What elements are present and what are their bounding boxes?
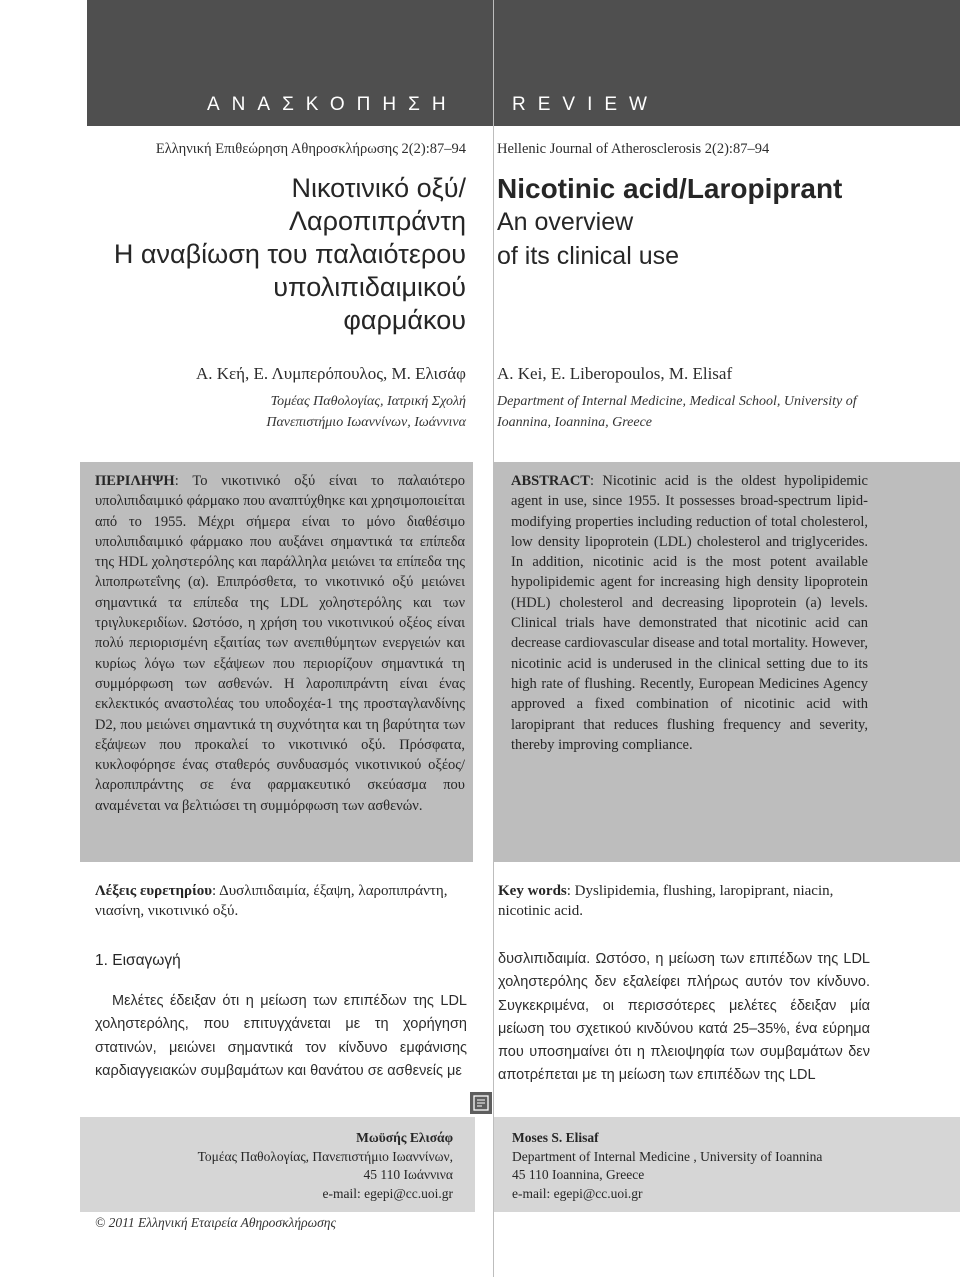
section-heading-introduction: 1. Εισαγωγή (95, 952, 181, 969)
authors-english: A. Kei, E. Liberopoulos, M. Elisaf (497, 364, 733, 383)
affiliation-english (497, 391, 917, 433)
article-title-english (497, 172, 937, 273)
abstract-box-greek (80, 462, 473, 862)
correspondent-name: Moses S. Elisaf (512, 1130, 599, 1145)
keywords-text: Δυσλιπιδαιμία, έξαψη, λαροπιπράντη, νιασίνη, νικοτινικό οξύ. (95, 883, 448, 919)
intro-text-right (498, 948, 870, 1088)
correspondence-email: e-mail: egepi@cc.uoi.gr (322, 1185, 453, 1201)
correspondence-box-greek (80, 1117, 475, 1212)
correspondence-line: Τομέας Παθολογίας, Πανεπιστήμιο Ιωαννίνων, (197, 1148, 453, 1164)
title-line: Νικοτινικό οξύ/ (291, 173, 466, 203)
correspondence-line: 45 110 Ioannina, Greece (512, 1167, 645, 1182)
title-sub-line: of its clinical use (497, 242, 680, 270)
keywords-label: Key words (498, 883, 567, 899)
correspondence-line: 45 110 Ιωάννινα (363, 1167, 453, 1182)
title-line: υπολιπιδαιμικού (273, 272, 466, 302)
title-sub-line: An overview (497, 208, 634, 236)
keywords-greek: Λέξεις ευρετηρίου: Δυσλιπιδαιμία, έξαψη, λαροπιπράντη, νιασίνη, νικοτινικό οξύ. (95, 883, 448, 919)
affiliation-line: Ioannina, Ioannina, Greece (497, 415, 652, 430)
abstract-label: ABSTRACT (511, 473, 590, 489)
section-label-english: REVIEW (512, 94, 659, 115)
authors-greek: Α. Κεή, Ε. Λυμπερόπουλος, Μ. Ελισάφ (195, 364, 466, 383)
keywords-text: Dyslipidemia, flushing, laropiprant, niacin, nicotinic acid. (498, 883, 834, 919)
article-title-greek (76, 172, 466, 337)
section-label-greek: ΑΝΑΣΚΟΠΗΣΗ (207, 94, 458, 115)
title-line: Η αναβίωση του παλαιότερου (113, 239, 466, 269)
title-line: Λαροπιπράντη (288, 206, 466, 236)
title-line: φαρμάκου (343, 305, 466, 335)
correspondence-greek (93, 1129, 453, 1203)
affiliation-line: Τομέας Παθολογίας, Ιατρική Σχολή (270, 394, 466, 409)
copyright-notice: © 2011 Ελληνική Εταιρεία Αθηροσκλήρωσης (95, 1215, 336, 1230)
abstract-label: ΠΕΡΙΛΗΨΗ (95, 473, 175, 489)
title-main: Nicotinic acid/Laropiprant (497, 173, 843, 204)
abstract-box-english (494, 462, 960, 862)
journal-citation-english: Hellenic Journal of Atherosclerosis 2(2):87–94 (497, 141, 770, 157)
header-band-left (87, 0, 493, 126)
correspondence-line: Department of Internal Medicine , University of Ioannina (512, 1148, 823, 1164)
affiliation-line: Department of Internal Medicine, Medical School, University of (497, 394, 857, 409)
correspondence-english (512, 1129, 932, 1203)
abstract-english: ABSTRACT: Nicotinic acid is the oldest hypolipidemic agent in use, since 1955. It possesses broad-spectrum lipid-modifying properties including reduction of total cholesterol, low density lipoprotein (LDL) cholesterol and triglycerides. In addition, nicotinic acid is the most potent available hypolipidemic agent for increasing high density lipoprotein (HDL) cholesterol and decreasing lipoprotein (a) levels. Clinical trials have demonstrated that nicotinic acid can decrease cardiovascular disease and total mortality. However, nicotinic acid is underused in the clinical setting due to its high rate of flushing. Recently, European Medicines Agency approved a fixed combination of nicotinic acid with laropiprant that reduces flushing frequency and severity, thereby improving compliance. (511, 473, 868, 753)
intro-text-left (95, 990, 467, 1083)
journal-citation-greek: Ελληνική Επιθεώρηση Αθηροσκλήρωσης 2(2):87–94 (155, 141, 466, 157)
abstract-greek: ΠΕΡΙΛΗΨΗ: Το νικοτινικό οξύ είναι το παλαιότερο υπολιπιδαιμικό φάρμακο που αναπτύχθηκε και χρησιμοποιείται από το 1955. Μέχρι σήμερα είναι το μόνο διαθέσιμο υπολιπιδαιμικό φάρμακο που αυξάνει σημαντικά τα επίπεδα της HDL χοληστερόλης και παράλληλα μειώνει τα επίπεδα της λιποπρωτεΐνης (α). Επιπρόσθετα, το νικοτινικό οξύ μειώνει σημαντικά τα επίπεδα της LDL χοληστερόλης και των τριγλυκεριδίων. Ωστόσο, η χρήση του νικοτινικού οξέος είναι πολύ περιορισμένη εξαιτίας των ανεπιθύμητων ενεργειών και κυρίως λόγω των εξάψεων που περιορίζουν σημαντικά τη συμμόρφωση των ασθενών. Η λαροπιπράντη είναι ένας εκλεκτικός αναστολέας του υποδοχέα-1 της προσταγλανδίνης D2, που μειώνει σημαντικά τη συχνότητα και τη βαρύτητα των εξάψεων που προκαλεί το νικοτινικό οξύ. Πρόσφατα, κυκλοφόρησε ένας σταθερός συνδυασμός νικοτινικού οξέος/λαροπιπράντης σε ένα φαρμακευτικό σκεύασμα που αναμένεται να βελτιώσει τη συμμόρφωση των ασθενών. (95, 473, 465, 814)
correspondence-box-english (494, 1117, 960, 1212)
affiliation-line: Πανεπιστήμιο Ιωαννίνων, Ιωάννινα (266, 415, 466, 430)
abstract-body: Nicotinic acid is the oldest hypolipidemic agent in use, since 1955. It possesses broad-spectrum lipid-modifying properties including reduction of total cholesterol, low density lipoprotein (LDL) cholesterol and triglycerides. In addition, nicotinic acid is the most potent available hypolipidemic agent for increasing high density lipoprotein (HDL) cholesterol and decreasing lipoprotein (a) levels. Clinical trials have demonstrated that nicotinic acid can decrease cardiovascular disease and total mortality. However, nicotinic acid is underused in the clinical setting due to its high rate of flushing. Recently, European Medicines Agency approved a fixed combination of nicotinic acid with laropiprant that reduces flushing frequency and severity, thereby improving compliance. (511, 473, 868, 753)
keywords-label: Λέξεις ευρετηρίου (95, 883, 213, 899)
correspondent-name: Μωϋσής Ελισάφ (356, 1130, 453, 1145)
correspondence-email: e-mail: egepi@cc.uoi.gr (512, 1185, 643, 1201)
affiliation-greek (66, 391, 466, 433)
body-paragraph: Μελέτες έδειξαν ότι η μείωση των επιπέδων της LDL χοληστερόλης, που επιτυγχάνεται με τη χορήγηση στατινών, μειώνει σημαντικά τον κίνδυνο εμφάνισης καρδιαγγειακών συμβαμάτων και θανάτου σε ασθενείς με (95, 993, 467, 1079)
body-paragraph: δυσλιπιδαιμία. Ωστόσο, η μείωση των επιπέδων της LDL χοληστερόλης δεν εξαλείφει πλήρως αυτόν τον κίνδυνο. Συγκεκριμένα, οι περισσότερες μελέτες έδειξαν μία μείωση του σχετικού κινδύνου κατά 25–35%, ένα εύρημα που υποσημαίνει ότι η πλειοψηφία των συμβαμάτων δεν αποτρέπεται με τη μείωση των επιπέδων της LDL (498, 951, 870, 1084)
keywords-english: Key words: Dyslipidemia, flushing, laropiprant, niacin, nicotinic acid. (498, 883, 834, 919)
header-band-right (494, 0, 960, 126)
abstract-body: Το νικοτινικό οξύ είναι το παλαιότερο υπολιπιδαιμικό φάρμακο που αναπτύχθηκε και χρησιμοποιείται από το 1955. Μέχρι σήμερα είναι το μόνο διαθέσιμο υπολιπιδαιμικό φάρμακο που αυξάνει σημαντικά τα επίπεδα της HDL χοληστερόλης και παράλληλα μειώνει τα επίπεδα της λιποπρωτεΐνης (α). Επιπρόσθετα, το νικοτινικό οξύ μειώνει σημαντικά τα επίπεδα της LDL χοληστερόλης και των τριγλυκεριδίων. Ωστόσο, η χρήση του νικοτινικού οξέος είναι πολύ περιορισμένη εξαιτίας των ανεπιθύμητων ενεργειών και κυρίως λόγω των εξάψεων που περιορίζουν σημαντικά τη συμμόρφωση των ασθενών. Η λαροπιπράντη είναι ένας εκλεκτικός αναστολέας του υποδοχέα-1 της προσταγλανδίνης D2, που μειώνει σημαντικά τη συχνότητα και τη βαρύτητα των εξάψεων που προκαλεί το νικοτινικό οξύ. Πρόσφατα, κυκλοφόρησε ένας σταθερός συνδυασμός νικοτινικού οξέος/λαροπιπράντης σε ένα φαρμακευτικό σκεύασμα που αναμένεται να βελτιώσει τη συμμόρφωση των ασθενών. (95, 473, 465, 814)
mail-icon (470, 1092, 492, 1114)
